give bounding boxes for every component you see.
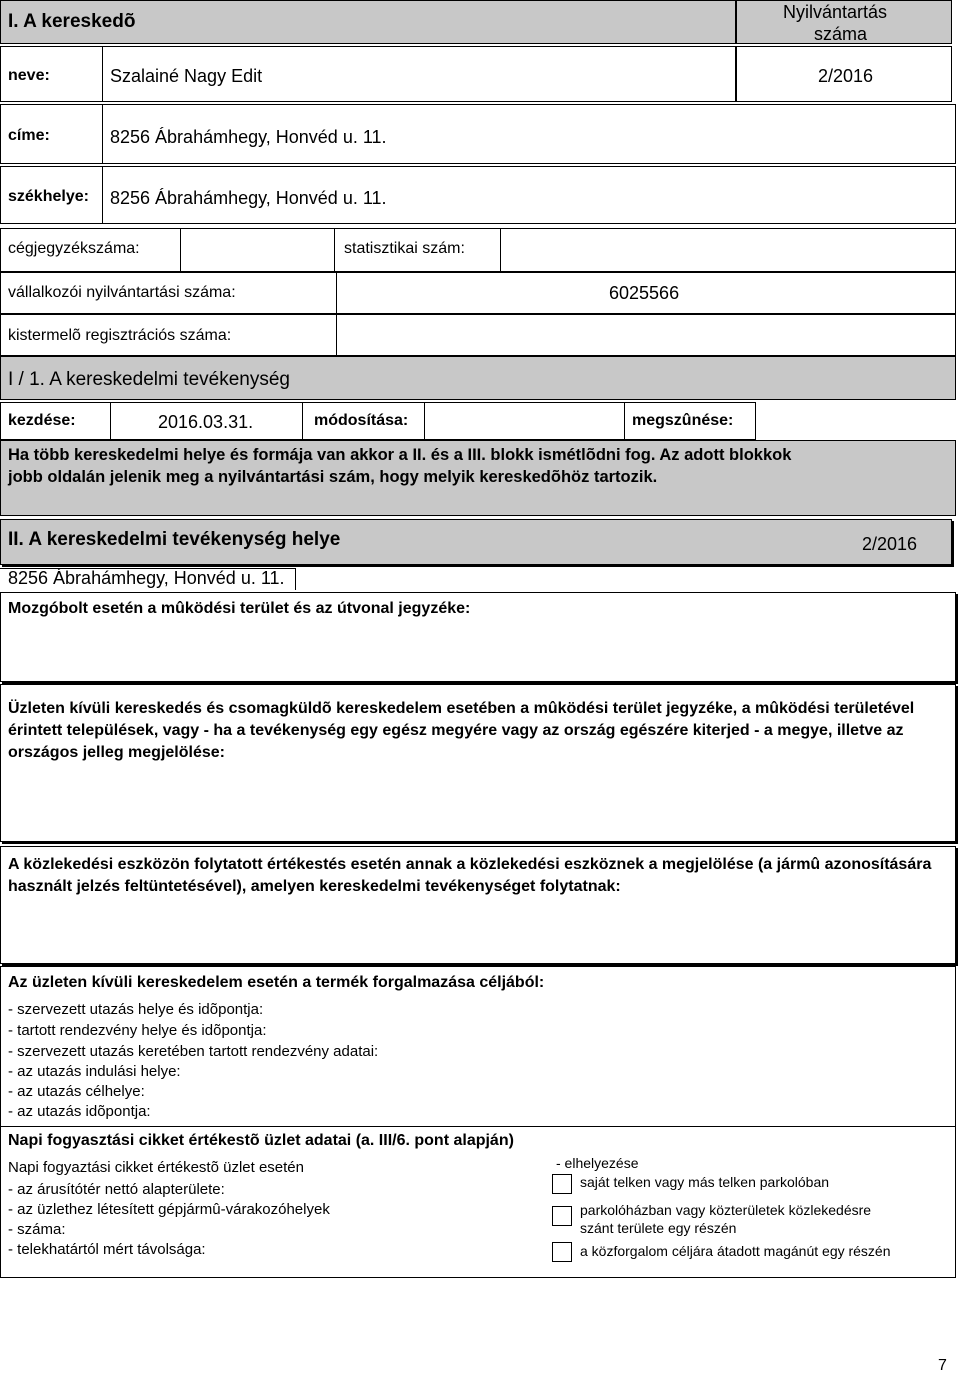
name-value: Szalainé Nagy Edit	[110, 66, 263, 86]
trip-heading: Az üzleten kívüli kereskedelem esetén a termék forgalmazása céljából:	[8, 974, 545, 991]
entrepreneur-value: 6025566	[609, 283, 680, 303]
daily-heading: Napi fogyasztási cikket értékestõ üzlet adatai (a. III/6. pont alapján)	[8, 1132, 514, 1149]
outside-heading: Üzleten kívüli kereskedés és csomagküldõ kereskedelem esetében a mûködési terület jegyzéke, a mûködési területével érintett települések, vagy - ha a tevékenység egy egész megyére vagy az ország egészére kiterjed - a megye, illetve az országos jelleg megjelölése:	[8, 700, 915, 761]
daily-item: Napi fogyaztási cikket értékestõ üzlet esetén	[8, 1159, 304, 1176]
vehicle-heading: A közlekedési eszközön folytatott értékestés esetén annak a közlekedési eszköznek a megjelölése (a jármû azonosítására használt jelzés feltüntetésével), amelyen kereskedelmi tevékenységet folytatnak:	[8, 856, 932, 895]
placement-option: parkolóházban vagy közterületek közlekedésre	[580, 1202, 872, 1218]
section2-title: II. A kereskedelmi tevékenység helye	[8, 529, 341, 550]
start-value: 2016.03.31.	[158, 412, 254, 432]
note-text: Ha több kereskedelmi helye és formája van akkor a II. és a III. blokk ismétlõdni fog. Az adott blokkok jobb oldalán jelenik meg a nyilvántartási szám, hogy melyik kereskedõhöz tartozik.	[8, 446, 792, 486]
modify-divider	[302, 402, 303, 440]
daily-item: - telekhatártól mért távolsága:	[8, 1241, 206, 1258]
modify-label: módosítása:	[314, 412, 409, 429]
stat-label: statisztikai szám:	[344, 240, 465, 257]
trip-item: - szervezett utazás helye és idõpontja:	[8, 1001, 264, 1018]
end-label: megszûnése:	[632, 412, 734, 429]
section2-address: 8256 Ábrahámhegy, Honvéd u. 11.	[8, 568, 285, 588]
end-divider	[624, 402, 625, 440]
trip-item: - tartott rendezvény helye és idõpontja:	[8, 1022, 267, 1039]
name-divider	[102, 46, 103, 102]
company-reg-divider1	[180, 228, 181, 272]
mobile-heading: Mozgóbolt esetén a mûködési terület és az útvonal jegyzéke:	[8, 600, 471, 617]
start-divider	[110, 402, 111, 440]
trip-item: - az utazás idõpontja:	[8, 1103, 151, 1120]
stat-divider	[500, 228, 501, 272]
smallprod-label: kistermelõ regisztrációs száma:	[8, 327, 232, 344]
placement-option: a közforgalom céljára átadott magánút egy részén	[580, 1243, 891, 1259]
company-reg-label: cégjegyzékszáma:	[8, 240, 140, 257]
placement-checkbox-private-road[interactable]	[552, 1242, 572, 1262]
placement-label: - elhelyezése	[556, 1155, 639, 1171]
reg-label-line1: Nyilvántartás	[783, 2, 888, 22]
section1-title: I. A kereskedõ	[8, 11, 136, 32]
name-label: neve:	[8, 67, 50, 84]
seat-value: 8256 Ábrahámhegy, Honvéd u. 11.	[110, 188, 387, 208]
address-value: 8256 Ábrahámhegy, Honvéd u. 11.	[110, 127, 387, 147]
address-divider	[102, 104, 103, 164]
trip-item: - szervezett utazás keretében tartott rendezvény adatai:	[8, 1043, 379, 1060]
smallprod-divider	[336, 314, 337, 356]
trip-item: - az utazás célhelye:	[8, 1083, 145, 1100]
placement-checkbox-garage[interactable]	[552, 1206, 572, 1226]
address-label: címe:	[8, 127, 50, 144]
page-number: 7	[938, 1357, 947, 1374]
entrepreneur-label: vállalkozói nyilvántartási száma:	[8, 284, 236, 301]
seat-divider	[102, 166, 103, 224]
section1-1-title: I / 1. A kereskedelmi tevékenység	[8, 369, 290, 390]
section2-reg-number: 2/2016	[862, 534, 918, 554]
reg-number: 2/2016	[818, 66, 874, 86]
daily-item: - az üzlethez létesített gépjármû-várakozóhelyek	[8, 1201, 330, 1218]
placement-checkbox-own-lot[interactable]	[552, 1174, 572, 1194]
placement-option: saját telken vagy más telken parkolóban	[580, 1174, 830, 1190]
company-reg-divider2	[334, 228, 335, 272]
daily-item: - száma:	[8, 1221, 66, 1238]
company-reg-row	[0, 228, 956, 272]
reg-label-line2: száma	[814, 24, 868, 44]
placement-option: szánt területe egy részén	[580, 1220, 737, 1236]
daily-item: - az árusítótér nettó alapterülete:	[8, 1181, 225, 1198]
seat-label: székhelye:	[8, 188, 89, 205]
trip-item: - az utazás indulási helye:	[8, 1063, 181, 1080]
modify-value-divider	[424, 402, 425, 440]
start-label: kezdése:	[8, 412, 76, 429]
entrepreneur-divider	[336, 272, 337, 314]
